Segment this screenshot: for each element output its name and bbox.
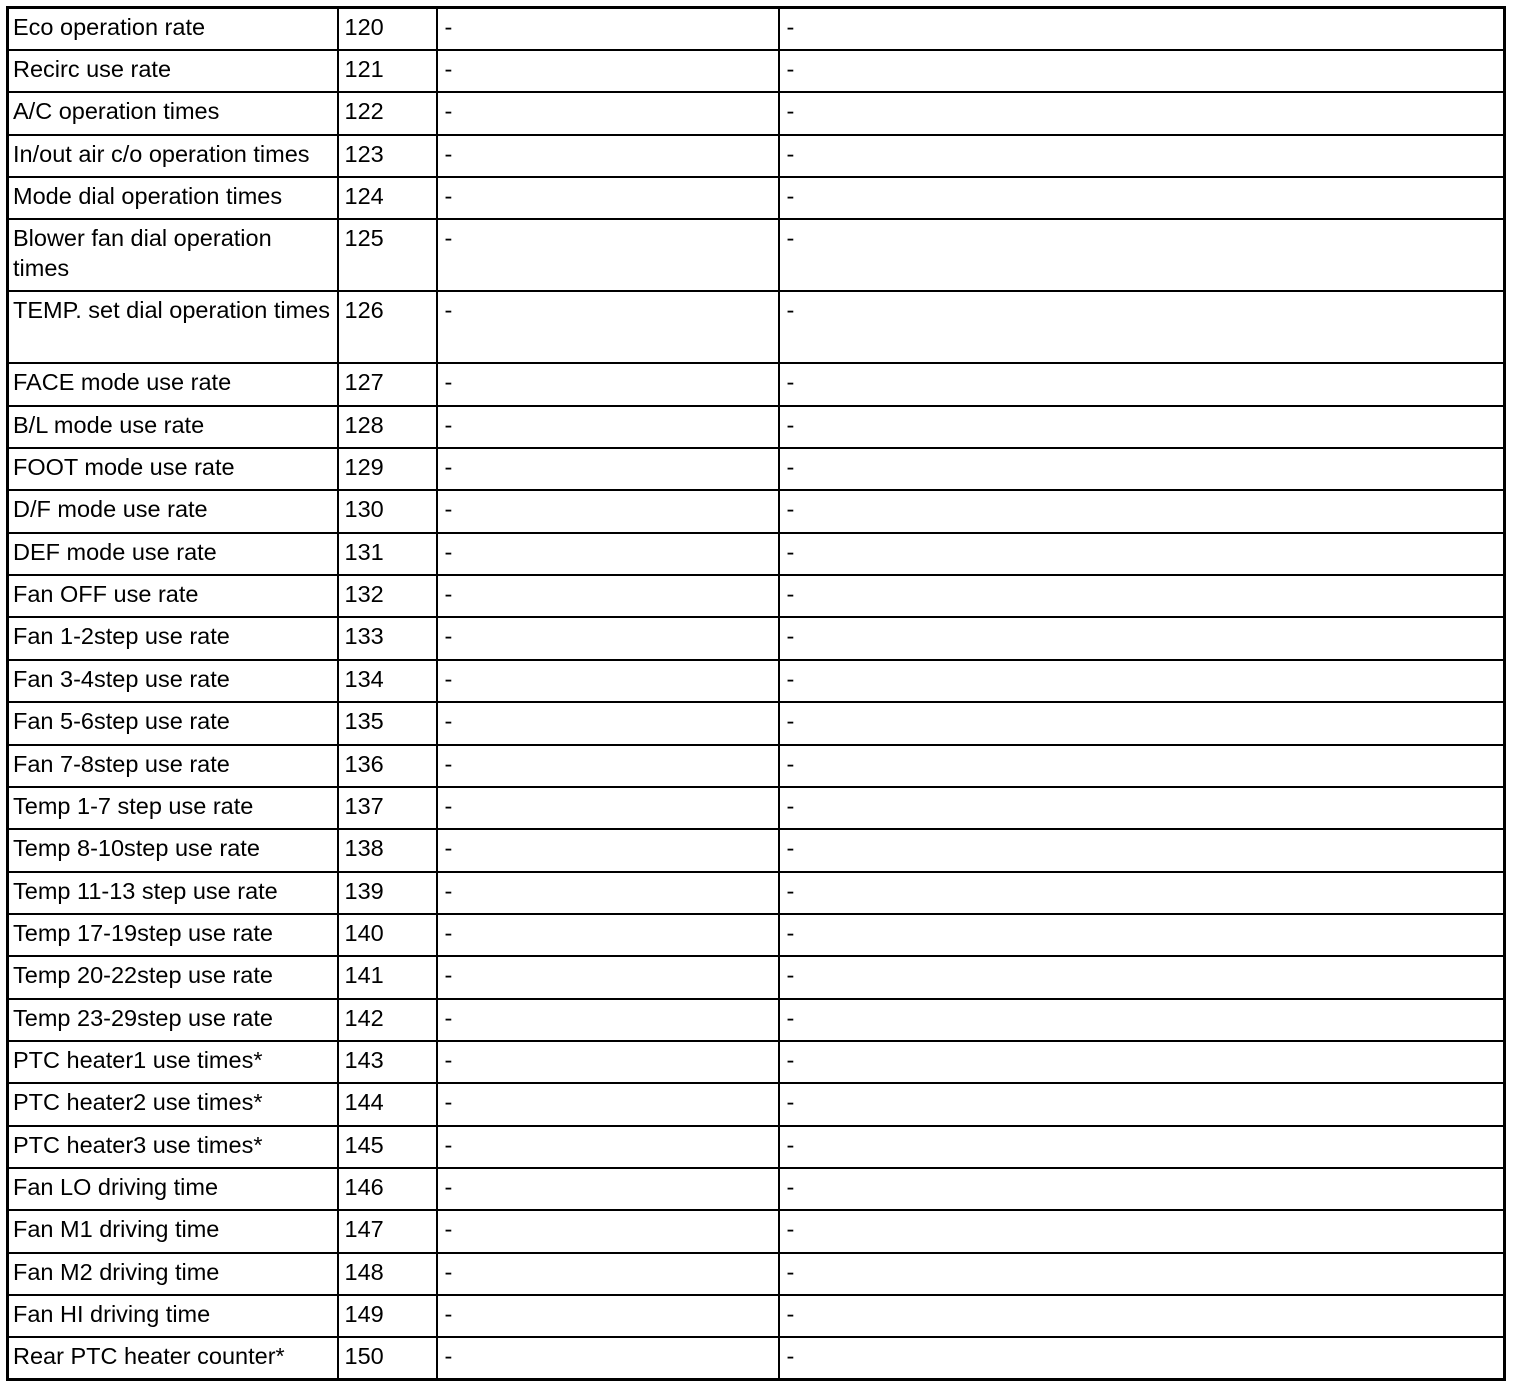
value-cell-col3: -	[437, 1210, 779, 1252]
value-cell-col3: -	[437, 533, 779, 575]
table-row	[8, 135, 1505, 177]
item-name-cell: Fan M1 driving time	[8, 1210, 338, 1252]
value-cell-col4: -	[779, 1337, 1505, 1379]
table-row	[8, 617, 1505, 659]
item-number-cell: 132	[338, 575, 437, 617]
value-cell-col3: -	[437, 490, 779, 532]
item-name-cell: Recirc use rate	[8, 50, 338, 92]
item-name-cell: Temp 11-13 step use rate	[8, 872, 338, 914]
item-number-cell: 131	[338, 533, 437, 575]
table-row	[8, 956, 1505, 998]
value-cell-col3: -	[437, 999, 779, 1041]
value-cell-col3: -	[437, 291, 779, 363]
value-cell-col4: -	[779, 8, 1505, 50]
table-row	[8, 660, 1505, 702]
item-name-cell: Fan 3-4step use rate	[8, 660, 338, 702]
value-cell-col3: -	[437, 575, 779, 617]
value-cell-col4: -	[779, 533, 1505, 575]
item-name-cell: Blower fan dial operation times	[8, 219, 338, 291]
value-cell-col4: -	[779, 872, 1505, 914]
item-name-cell: PTC heater3 use times*	[8, 1126, 338, 1168]
item-name-cell: Fan 7-8step use rate	[8, 745, 338, 787]
value-cell-col3: -	[437, 787, 779, 829]
value-cell-col4: -	[779, 50, 1505, 92]
table-row	[8, 1253, 1505, 1295]
value-cell-col3: -	[437, 1337, 779, 1379]
value-cell-col3: -	[437, 660, 779, 702]
item-number-cell: 126	[338, 291, 437, 363]
item-name-cell: Fan LO driving time	[8, 1168, 338, 1210]
table-row	[8, 50, 1505, 92]
value-cell-col4: -	[779, 363, 1505, 405]
table-row	[8, 787, 1505, 829]
value-cell-col4: -	[779, 92, 1505, 134]
item-name-cell: TEMP. set dial operation times	[8, 291, 338, 363]
value-cell-col4: -	[779, 1210, 1505, 1252]
value-cell-col3: -	[437, 829, 779, 871]
value-cell-col4: -	[779, 490, 1505, 532]
value-cell-col4: -	[779, 1126, 1505, 1168]
value-cell-col4: -	[779, 291, 1505, 363]
value-cell-col4: -	[779, 617, 1505, 659]
item-name-cell: PTC heater1 use times*	[8, 1041, 338, 1083]
value-cell-col4: -	[779, 1295, 1505, 1337]
item-number-cell: 137	[338, 787, 437, 829]
item-number-cell: 135	[338, 702, 437, 744]
value-cell-col3: -	[437, 177, 779, 219]
item-name-cell: Fan 5-6step use rate	[8, 702, 338, 744]
value-cell-col3: -	[437, 872, 779, 914]
value-cell-col4: -	[779, 406, 1505, 448]
item-number-cell: 127	[338, 363, 437, 405]
item-name-cell: Fan M2 driving time	[8, 1253, 338, 1295]
value-cell-col4: -	[779, 787, 1505, 829]
table-row	[8, 8, 1505, 50]
value-cell-col4: -	[779, 914, 1505, 956]
value-cell-col4: -	[779, 702, 1505, 744]
value-cell-col4: -	[779, 829, 1505, 871]
table-row	[8, 1210, 1505, 1252]
item-number-cell: 121	[338, 50, 437, 92]
item-number-cell: 140	[338, 914, 437, 956]
item-number-cell: 128	[338, 406, 437, 448]
item-name-cell: PTC heater2 use times*	[8, 1083, 338, 1125]
value-cell-col3: -	[437, 1041, 779, 1083]
item-name-cell: FACE mode use rate	[8, 363, 338, 405]
value-cell-col3: -	[437, 406, 779, 448]
item-number-cell: 147	[338, 1210, 437, 1252]
item-name-cell: A/C operation times	[8, 92, 338, 134]
table-row	[8, 1295, 1505, 1337]
table-row	[8, 1041, 1505, 1083]
value-cell-col4: -	[779, 219, 1505, 291]
item-number-cell: 125	[338, 219, 437, 291]
table-body	[8, 8, 1505, 1380]
item-number-cell: 138	[338, 829, 437, 871]
item-number-cell: 130	[338, 490, 437, 532]
table-row	[8, 575, 1505, 617]
value-cell-col3: -	[437, 745, 779, 787]
value-cell-col4: -	[779, 135, 1505, 177]
item-name-cell: In/out air c/o operation times	[8, 135, 338, 177]
value-cell-col4: -	[779, 956, 1505, 998]
value-cell-col3: -	[437, 1295, 779, 1337]
table-row	[8, 448, 1505, 490]
value-cell-col3: -	[437, 219, 779, 291]
value-cell-col4: -	[779, 177, 1505, 219]
item-name-cell: FOOT mode use rate	[8, 448, 338, 490]
item-number-cell: 143	[338, 1041, 437, 1083]
item-name-cell: Temp 8-10step use rate	[8, 829, 338, 871]
value-cell-col3: -	[437, 702, 779, 744]
value-cell-col3: -	[437, 617, 779, 659]
value-cell-col3: -	[437, 92, 779, 134]
value-cell-col4: -	[779, 1041, 1505, 1083]
value-cell-col4: -	[779, 999, 1505, 1041]
value-cell-col4: -	[779, 745, 1505, 787]
table-row	[8, 291, 1505, 363]
data-table	[6, 6, 1506, 1381]
item-number-cell: 150	[338, 1337, 437, 1379]
table-row	[8, 92, 1505, 134]
value-cell-col3: -	[437, 1126, 779, 1168]
value-cell-col4: -	[779, 660, 1505, 702]
value-cell-col3: -	[437, 1253, 779, 1295]
item-number-cell: 141	[338, 956, 437, 998]
item-name-cell: Fan 1-2step use rate	[8, 617, 338, 659]
table-row	[8, 702, 1505, 744]
value-cell-col3: -	[437, 363, 779, 405]
item-number-cell: 149	[338, 1295, 437, 1337]
table-row	[8, 490, 1505, 532]
table-row	[8, 1083, 1505, 1125]
table-row	[8, 999, 1505, 1041]
table-row	[8, 1168, 1505, 1210]
item-number-cell: 120	[338, 8, 437, 50]
item-number-cell: 129	[338, 448, 437, 490]
table-row	[8, 872, 1505, 914]
item-name-cell: D/F mode use rate	[8, 490, 338, 532]
item-name-cell: Temp 20-22step use rate	[8, 956, 338, 998]
item-number-cell: 134	[338, 660, 437, 702]
value-cell-col3: -	[437, 1168, 779, 1210]
table-row	[8, 914, 1505, 956]
table-row	[8, 533, 1505, 575]
item-name-cell: Temp 17-19step use rate	[8, 914, 338, 956]
item-number-cell: 142	[338, 999, 437, 1041]
item-number-cell: 136	[338, 745, 437, 787]
value-cell-col4: -	[779, 1083, 1505, 1125]
item-number-cell: 145	[338, 1126, 437, 1168]
value-cell-col3: -	[437, 956, 779, 998]
item-number-cell: 139	[338, 872, 437, 914]
table-row	[8, 745, 1505, 787]
table-row	[8, 406, 1505, 448]
value-cell-col3: -	[437, 448, 779, 490]
item-name-cell: Fan OFF use rate	[8, 575, 338, 617]
value-cell-col4: -	[779, 1253, 1505, 1295]
value-cell-col3: -	[437, 914, 779, 956]
table-row	[8, 1126, 1505, 1168]
table-row	[8, 363, 1505, 405]
table-row	[8, 219, 1505, 291]
value-cell-col3: -	[437, 1083, 779, 1125]
table-row	[8, 829, 1505, 871]
item-number-cell: 133	[338, 617, 437, 659]
table-row	[8, 1337, 1505, 1379]
value-cell-col3: -	[437, 50, 779, 92]
item-name-cell: Temp 1-7 step use rate	[8, 787, 338, 829]
item-name-cell: B/L mode use rate	[8, 406, 338, 448]
item-name-cell: Fan HI driving time	[8, 1295, 338, 1337]
item-number-cell: 122	[338, 92, 437, 134]
item-name-cell: Mode dial operation times	[8, 177, 338, 219]
item-number-cell: 148	[338, 1253, 437, 1295]
value-cell-col4: -	[779, 1168, 1505, 1210]
value-cell-col4: -	[779, 575, 1505, 617]
item-name-cell: DEF mode use rate	[8, 533, 338, 575]
value-cell-col3: -	[437, 135, 779, 177]
item-number-cell: 123	[338, 135, 437, 177]
item-name-cell: Eco operation rate	[8, 8, 338, 50]
item-name-cell: Rear PTC heater counter*	[8, 1337, 338, 1379]
value-cell-col4: -	[779, 448, 1505, 490]
item-number-cell: 124	[338, 177, 437, 219]
table-row	[8, 177, 1505, 219]
value-cell-col3: -	[437, 8, 779, 50]
item-number-cell: 146	[338, 1168, 437, 1210]
item-name-cell: Temp 23-29step use rate	[8, 999, 338, 1041]
item-number-cell: 144	[338, 1083, 437, 1125]
